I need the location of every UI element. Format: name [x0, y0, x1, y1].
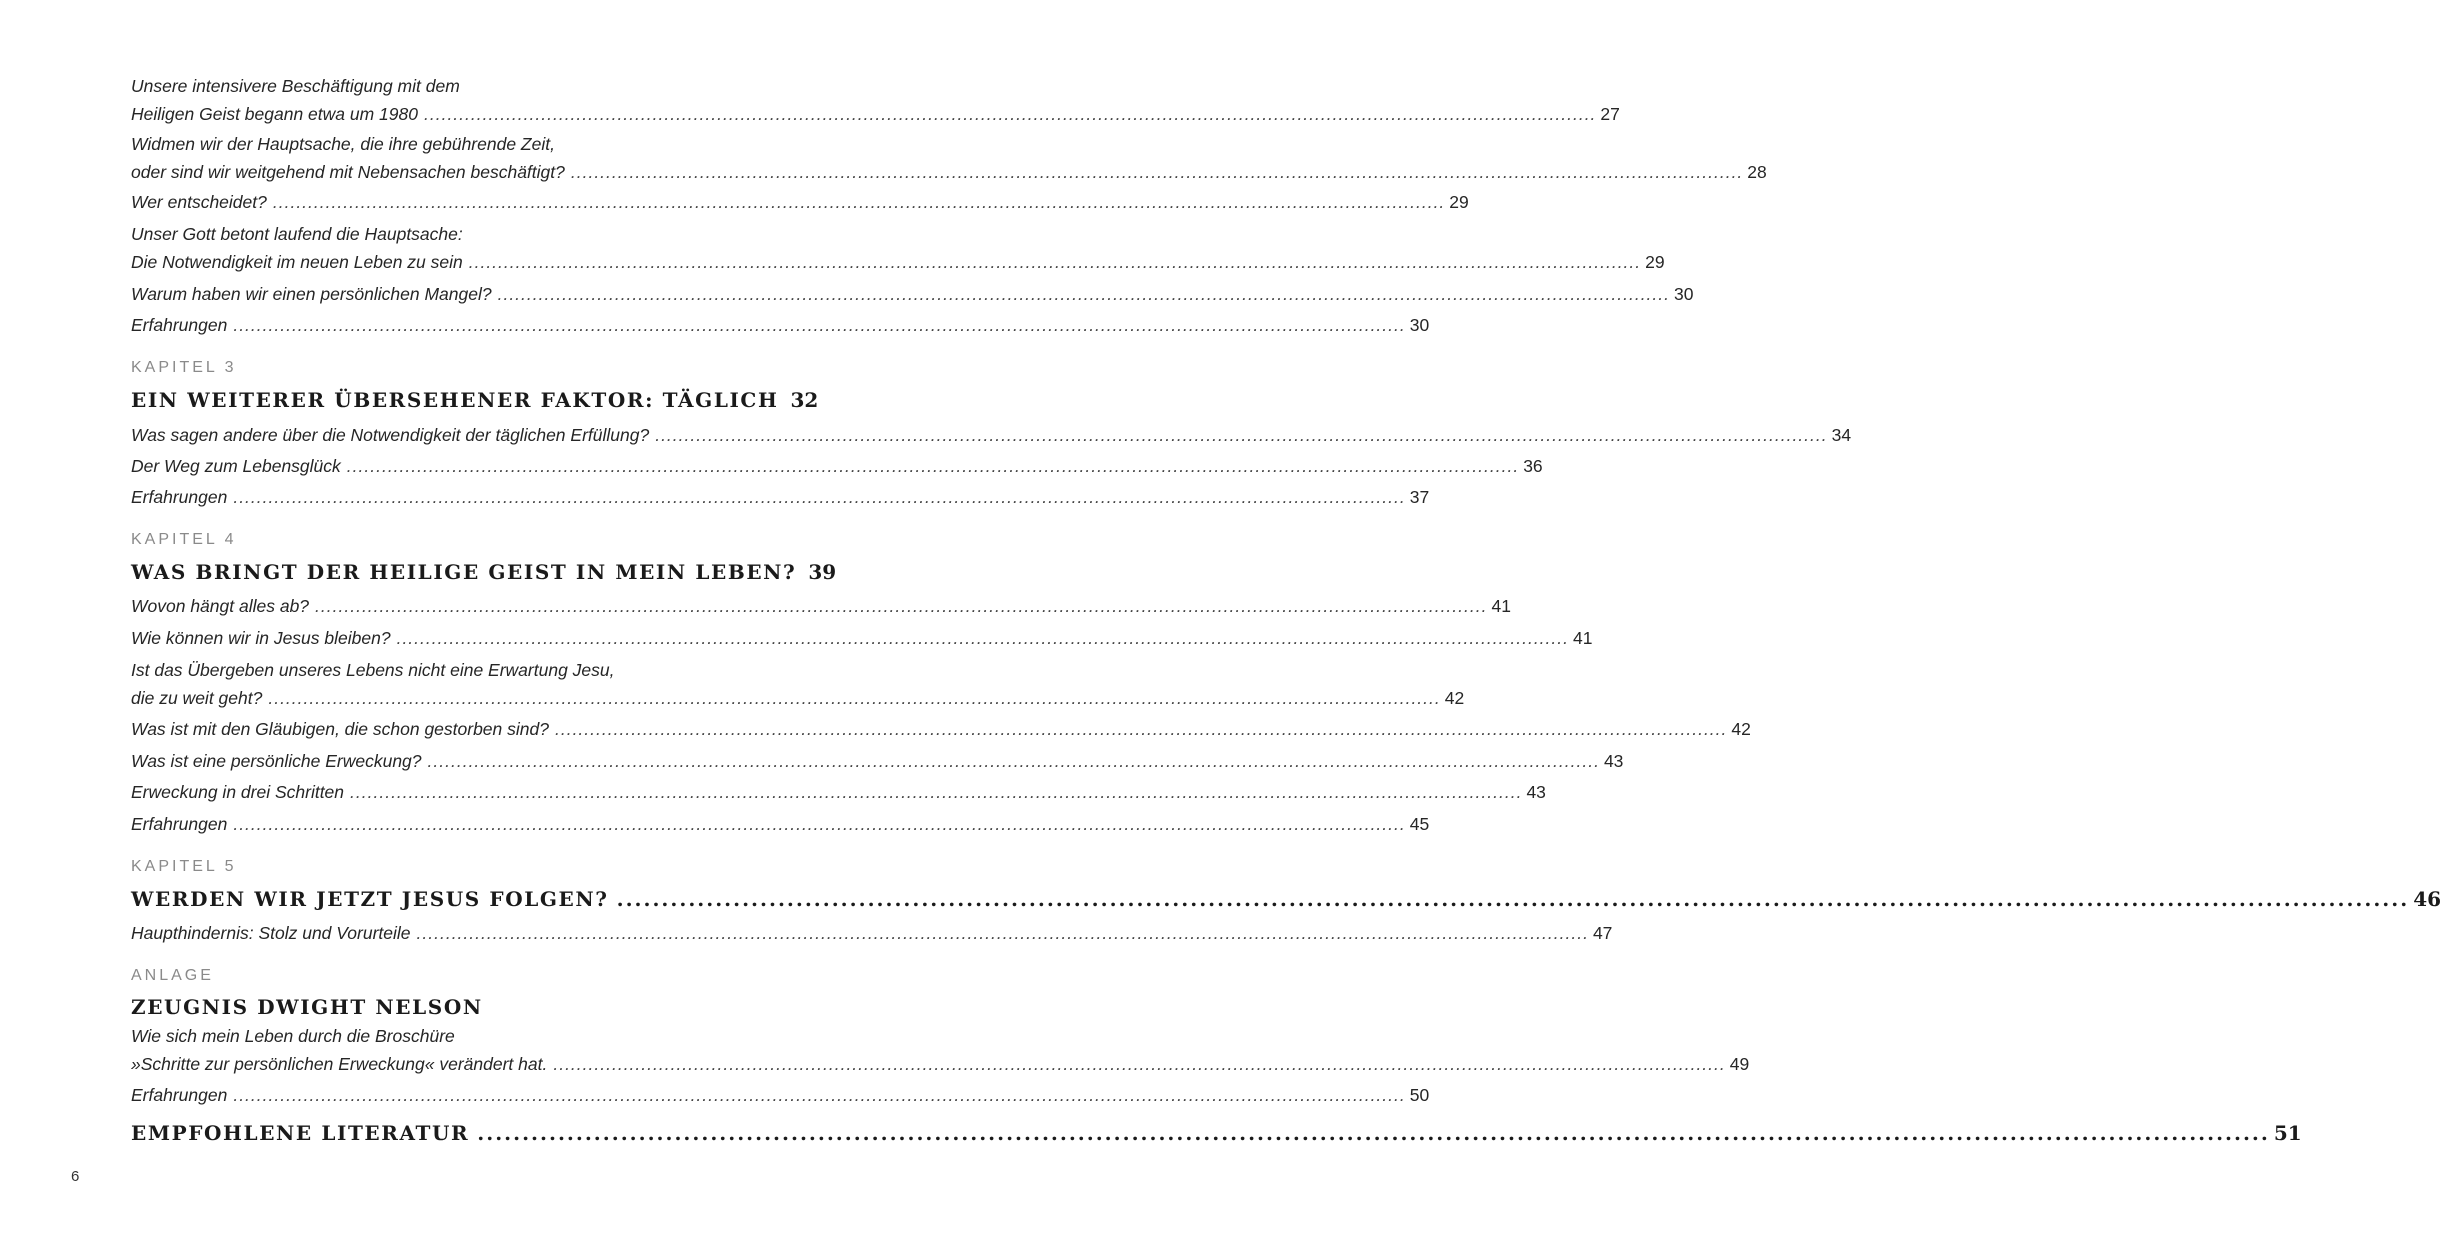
toc-entry-title: Erfahrungen	[131, 487, 228, 507]
toc-entry-title: Erfahrungen	[131, 1085, 228, 1105]
chapter-label: KAPITEL 5	[131, 858, 237, 875]
toc-entry	[131, 311, 1430, 339]
toc-entry-page: 30	[1674, 284, 1694, 304]
dot-leader: ........................................................................................................................................................................................................	[396, 628, 1569, 648]
dot-leader: ........................................................................................................................................................................................................	[554, 719, 1728, 739]
toc-entry-title: Der Weg zum Lebensglück	[131, 456, 341, 476]
toc-entry-page: 29	[1449, 192, 1469, 212]
table-of-contents	[131, 0, 2441, 1240]
toc-entry-page: 27	[1600, 104, 1620, 124]
chapter-page: 32	[790, 388, 819, 412]
toc-entry-page: 28	[1747, 162, 1767, 182]
toc-entry-page: 47	[1592, 923, 1613, 943]
dot-leader: ........................................................................................................................................................................................................	[616, 887, 2410, 911]
toc-entry-page: 43	[1526, 782, 1546, 802]
toc-entry-page: 29	[1645, 252, 1665, 272]
dot-leader: ........................................................................................................................................................................................................	[570, 162, 1744, 182]
toc-entry	[131, 592, 1511, 620]
chapter-title	[131, 385, 819, 415]
chapter-label: KAPITEL 3	[131, 359, 237, 376]
toc-entry-page: 34	[1831, 425, 1852, 445]
dot-leader: ........................................................................................................................................................................................................	[350, 782, 1523, 802]
toc-entry-first-line: Widmen wir der Hauptsache, die ihre gebührende Zeit,	[131, 134, 555, 154]
toc-entry-title: Warum haben wir einen persönlichen Mangel?	[131, 284, 492, 304]
toc-entry-title: Wovon hängt alles ab?	[131, 596, 310, 616]
toc-entry	[131, 715, 1751, 743]
chapter-title-text: EIN WEITERER ÜBERSEHENER FAKTOR: TÄGLICH	[131, 388, 779, 412]
literature-page: 51	[2273, 1121, 2302, 1145]
dot-leader: ........................................................................................................................................................................................................	[468, 252, 1642, 272]
chapter-title-text: WAS BRINGT DER HEILIGE GEIST IN MEIN LEBEN?	[131, 560, 797, 584]
dot-leader: ........................................................................................................................................................................................................	[233, 315, 1406, 335]
toc-entry	[131, 656, 1465, 712]
dot-leader: ........................................................................................................................................................................................................	[272, 192, 1446, 212]
chapter-label: KAPITEL 4	[131, 531, 237, 548]
toc-entry-first-line: Unsere intensivere Beschäftigung mit dem	[131, 76, 460, 96]
chapter-page: 46	[2413, 887, 2441, 911]
toc-entry-title: Heiligen Geist begann etwa um 1980	[131, 104, 418, 124]
toc-entry	[131, 483, 1430, 511]
toc-entry-first-line: Ist das Übergeben unseres Lebens nicht eine Erwartung Jesu,	[131, 660, 615, 680]
toc-entry-page: 37	[1409, 487, 1430, 507]
literature-title-text: EMPFOHLENE LITERATUR	[131, 1121, 470, 1145]
toc-entry	[131, 220, 1665, 276]
toc-entry	[131, 810, 1430, 838]
toc-entry	[131, 130, 1767, 186]
toc-entry-first-line: Unser Gott betont laufend die Hauptsache:	[131, 224, 463, 244]
toc-entry-title: Wer entscheidet?	[131, 192, 267, 212]
toc-entry	[131, 747, 1624, 775]
dot-leader: ........................................................................................................................................................................................................	[655, 425, 1828, 445]
toc-entry	[131, 421, 1852, 449]
chapter-title-text: WERDEN WIR JETZT JESUS FOLGEN?	[131, 887, 609, 911]
toc-entry-title: Erfahrungen	[131, 315, 228, 335]
dot-leader: ........................................................................................................................................................................................................	[416, 923, 1589, 943]
toc-entry-title: Erweckung in drei Schritten	[131, 782, 345, 802]
dot-leader: ........................................................................................................................................................................................................	[233, 814, 1406, 834]
toc-entry-page: 36	[1523, 456, 1543, 476]
literature-title	[131, 1118, 2302, 1148]
toc-entry-page: 50	[1409, 1085, 1430, 1105]
appendix-title	[131, 992, 760, 1022]
toc-entry-page: 42	[1731, 719, 1751, 739]
toc-entry	[131, 1081, 1430, 1109]
toc-entry-page: 41	[1491, 596, 1511, 616]
toc-entry-page: 30	[1409, 315, 1430, 335]
toc-entry	[131, 280, 1694, 308]
toc-entry-title: Haupthindernis: Stolz und Vorurteile	[131, 923, 411, 943]
dot-leader: ........................................................................................................................................................................................................	[315, 596, 1488, 616]
appendix-title-text: ZEUGNIS DWIGHT NELSON	[131, 995, 483, 1019]
toc-entry-page: 45	[1409, 814, 1430, 834]
dot-leader: ........................................................................................................................................................................................................	[427, 751, 1600, 771]
chapter-title	[131, 884, 2441, 914]
page-number: 6	[71, 1168, 80, 1185]
toc-entry-title: Die Notwendigkeit im neuen Leben zu sein	[131, 252, 463, 272]
toc-entry-title: Was ist eine persönliche Erweckung?	[131, 751, 422, 771]
toc-entry-page: 41	[1573, 628, 1593, 648]
dot-leader: ........................................................................................................................................................................................................	[553, 1054, 1726, 1074]
toc-entry-title: Was ist mit den Gläubigen, die schon gestorben sind?	[131, 719, 549, 739]
dot-leader: ........................................................................................................................................................................................................	[233, 487, 1406, 507]
toc-entry-page: 49	[1729, 1054, 1750, 1074]
dot-leader: ........................................................................................................................................................................................................	[477, 1121, 2270, 1145]
toc-entry	[131, 1022, 1750, 1078]
dot-leader: ........................................................................................................................................................................................................	[346, 456, 1520, 476]
toc-entry	[131, 919, 1613, 947]
chapter-title	[131, 557, 837, 587]
toc-entry	[131, 452, 1543, 480]
dot-leader: ........................................................................................................................................................................................................	[497, 284, 1671, 304]
toc-entry-title: Was sagen andere über die Notwendigkeit der täglichen Erfüllung?	[131, 425, 650, 445]
toc-entry	[131, 188, 1469, 216]
toc-entry-page: 43	[1603, 751, 1624, 771]
toc-entry	[131, 624, 1593, 652]
dot-leader: ........................................................................................................................................................................................................	[233, 1085, 1406, 1105]
chapter-page: 39	[808, 560, 837, 584]
appendix-label: ANLAGE	[131, 967, 214, 984]
toc-entry-page: 42	[1444, 688, 1465, 708]
toc-entry-title: Wie können wir in Jesus bleiben?	[131, 628, 391, 648]
toc-entry-first-line: Wie sich mein Leben durch die Broschüre	[131, 1026, 455, 1046]
toc-entry-title: oder sind wir weitgehend mit Nebensachen beschäftigt?	[131, 162, 565, 182]
toc-entry	[131, 72, 1620, 128]
dot-leader: ........................................................................................................................................................................................................	[268, 688, 1441, 708]
toc-entry-title: »Schritte zur persönlichen Erweckung« verändert hat.	[131, 1054, 548, 1074]
toc-entry	[131, 778, 1546, 806]
toc-entry-title: die zu weit geht?	[131, 688, 263, 708]
dot-leader: ........................................................................................................................................................................................................	[424, 104, 1597, 124]
toc-entry-title: Erfahrungen	[131, 814, 228, 834]
